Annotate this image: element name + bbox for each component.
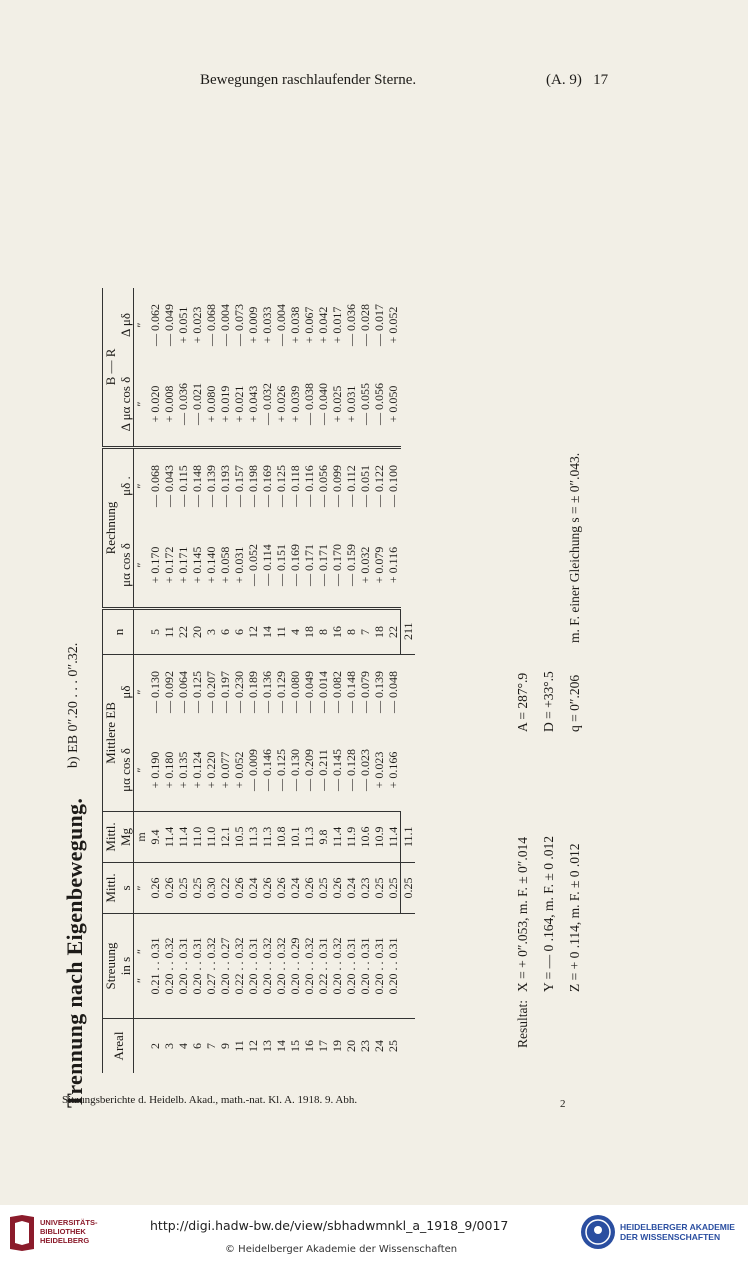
cell-n: 22 bbox=[386, 609, 401, 655]
cell-areal: 20 bbox=[344, 1040, 358, 1052]
cell-mud: — 0.136 bbox=[260, 671, 274, 713]
cell-s: 0.20 . . 0.31 bbox=[358, 914, 372, 1019]
cell-areal: 25 bbox=[386, 1040, 401, 1052]
cell-rmud: — 0.148 bbox=[190, 465, 204, 507]
cell-rmud: — 0.118 bbox=[288, 465, 302, 507]
cell-dmua: + 0.026 bbox=[274, 362, 288, 448]
table-row bbox=[218, 288, 232, 1073]
cell-s: 0.20 . . 0.31 bbox=[344, 914, 358, 1019]
cell-mud: — 0.230 bbox=[232, 671, 246, 713]
cell-dmud: + 0.038 bbox=[288, 306, 302, 344]
table-row bbox=[372, 288, 386, 1073]
cell-rmud: — 0.100 bbox=[386, 465, 401, 507]
cell-rmua: — 0.171 bbox=[316, 523, 330, 609]
cell-mg: 10.1 bbox=[288, 812, 302, 863]
cell-areal: 6 bbox=[190, 1043, 204, 1049]
university-library-name: UNIVERSITÄTS- BIBLIOTHEK HEIDELBERG bbox=[40, 1218, 98, 1245]
cell-ms: 0.25 bbox=[372, 863, 386, 914]
cell-dmud: — 0.036 bbox=[344, 304, 358, 346]
cell-s: 0.20 . . 0.31 bbox=[246, 914, 260, 1019]
cell-ms: 0.25 bbox=[190, 863, 204, 914]
unit-sec: ″ bbox=[134, 978, 148, 983]
cell-ms: 0.26 bbox=[330, 863, 344, 914]
cell-mud: — 0.148 bbox=[344, 671, 358, 713]
unit-sec: ″ bbox=[134, 863, 149, 914]
cell-mua: — 0.146 bbox=[260, 729, 274, 812]
cell-n: 20 bbox=[190, 609, 204, 655]
cell-mg: 10.8 bbox=[274, 812, 288, 863]
table-row bbox=[274, 288, 288, 1073]
cell-dmua: + 0.043 bbox=[246, 362, 260, 448]
cell-rmua: + 0.032 bbox=[358, 523, 372, 609]
table-subtitle: b) EB 0″.20 . . . 0″.32. bbox=[66, 642, 81, 768]
cell-dmud: — 0.028 bbox=[358, 304, 372, 346]
cell-mud: — 0.125 bbox=[190, 671, 204, 713]
rotated-table-block bbox=[62, 108, 632, 1108]
cell-mua: — 0.145 bbox=[330, 729, 344, 812]
cell-dmud: + 0.051 bbox=[176, 306, 190, 344]
cell-dmua: — 0.036 bbox=[176, 362, 190, 448]
sheet-number: 2 bbox=[560, 1098, 566, 1110]
result-d: D = +33°.5 bbox=[541, 671, 556, 732]
summary-mg: 11.1 bbox=[401, 812, 416, 863]
cell-mg: 11.9 bbox=[344, 812, 358, 863]
cell-ms: 0.26 bbox=[274, 863, 288, 914]
cell-mud: — 0.139 bbox=[372, 671, 386, 713]
cell-dmud: — 0.004 bbox=[274, 304, 288, 346]
cell-n: 18 bbox=[372, 609, 386, 655]
unit-sec: ″ bbox=[134, 949, 148, 954]
cell-mg: 11.4 bbox=[162, 812, 176, 863]
running-header-page: (A. 9) 17 bbox=[546, 72, 609, 88]
university-library-logo-icon bbox=[8, 1213, 36, 1253]
result-mean-error: m. F. einer Gleichung s = ± 0″.043. bbox=[567, 452, 582, 643]
cell-s: 0.21 . . 0.31 bbox=[148, 914, 162, 1019]
cell-rmud: — 0.043 bbox=[162, 465, 176, 507]
cell-n: 22 bbox=[176, 609, 190, 655]
result-a: A = 287°.9 bbox=[515, 672, 530, 732]
cell-ms: 0.24 bbox=[246, 863, 260, 914]
cell-ms: 0.23 bbox=[358, 863, 372, 914]
cell-rmua: + 0.171 bbox=[176, 523, 190, 609]
cell-mg: 11.3 bbox=[302, 812, 316, 863]
cell-ms: 0.26 bbox=[148, 863, 162, 914]
cell-areal: 23 bbox=[358, 1040, 372, 1052]
summary-ms: 0.25 bbox=[401, 863, 416, 914]
cell-dmud: — 0.017 bbox=[372, 304, 386, 346]
table-row bbox=[232, 288, 246, 1073]
cell-dmud: + 0.042 bbox=[316, 306, 330, 344]
cell-n: 5 bbox=[148, 609, 162, 655]
cell-mg: 11.4 bbox=[386, 812, 401, 863]
cell-rmua: — 0.169 bbox=[288, 523, 302, 609]
cell-ms: 0.25 bbox=[316, 863, 330, 914]
cell-rmua: + 0.170 bbox=[148, 523, 162, 609]
cell-rmud: — 0.157 bbox=[232, 465, 246, 507]
cell-dmua: + 0.050 bbox=[386, 362, 401, 448]
header-mu-delta: μδ bbox=[118, 685, 133, 699]
cell-dmud: + 0.067 bbox=[302, 306, 316, 344]
academy-seal-icon bbox=[580, 1214, 616, 1250]
cell-s: 0.20 . . 0.31 bbox=[190, 914, 204, 1019]
cell-rmua: — 0.151 bbox=[274, 523, 288, 609]
cell-mg: 12.1 bbox=[218, 812, 232, 863]
table-row bbox=[386, 288, 401, 1073]
cell-areal: 13 bbox=[260, 1040, 274, 1052]
cell-dmud: — 0.073 bbox=[232, 304, 246, 346]
cell-rmud: — 0.198 bbox=[246, 465, 260, 507]
cell-dmud: — 0.049 bbox=[162, 304, 176, 346]
header-streuung: Streuung in s bbox=[103, 914, 134, 1019]
cell-mg: 11.0 bbox=[204, 812, 218, 863]
cell-mua: + 0.023 bbox=[372, 729, 386, 812]
cell-rmua: + 0.140 bbox=[204, 523, 218, 609]
cell-s: 0.20 . . 0.31 bbox=[176, 914, 190, 1019]
cell-dmua: + 0.031 bbox=[344, 362, 358, 448]
table-row bbox=[190, 288, 204, 1073]
cell-n: 6 bbox=[218, 609, 232, 655]
cell-areal: 4 bbox=[176, 1043, 190, 1049]
cell-dmud: + 0.017 bbox=[330, 306, 344, 344]
cell-s: 0.20 . . 0.32 bbox=[260, 914, 274, 1019]
cell-areal: 19 bbox=[330, 1040, 344, 1052]
summary-n: 211 bbox=[401, 609, 416, 655]
permalink-url[interactable]: http://digi.hadw-bw.de/view/sbhadwmnkl_a_1918_9/0017 bbox=[150, 1218, 509, 1233]
cell-n: 7 bbox=[358, 609, 372, 655]
cell-ms: 0.25 bbox=[386, 863, 401, 914]
cell-rmud: — 0.051 bbox=[358, 465, 372, 507]
cell-rmua: — 0.171 bbox=[302, 523, 316, 609]
cell-ms: 0.30 bbox=[204, 863, 218, 914]
cell-s: 0.20 . . 0.32 bbox=[274, 914, 288, 1019]
cell-dmud: — 0.068 bbox=[204, 304, 218, 346]
cell-rmud: — 0.115 bbox=[176, 465, 190, 507]
header-mittlere-eb: Mittlere EB bbox=[103, 655, 119, 812]
cell-dmua: — 0.038 bbox=[302, 362, 316, 448]
summary-row bbox=[401, 288, 416, 1073]
unit-mag: m bbox=[134, 812, 149, 863]
cell-areal: 14 bbox=[274, 1040, 288, 1052]
cell-rmua: — 0.170 bbox=[330, 523, 344, 609]
cell-mud: — 0.092 bbox=[162, 671, 176, 713]
cell-rmud: — 0.112 bbox=[344, 465, 358, 507]
header-r-mu-delta: μδ . bbox=[118, 476, 133, 496]
footer-citation: Sitzungsberichte d. Heidelb. Akad., math.-nat. Kl. A. 1918. 9. Abh. bbox=[62, 1094, 358, 1106]
result-x: X = + 0″.053, m. F. ± 0″.014 bbox=[515, 836, 530, 992]
cell-mud: — 0.129 bbox=[274, 671, 288, 713]
cell-areal: 17 bbox=[316, 1040, 330, 1052]
copyright-notice: © Heidelberger Akademie der Wissenschaften bbox=[225, 1244, 458, 1255]
result-label: Resultat: bbox=[515, 1000, 530, 1048]
cell-mua: — 0.128 bbox=[344, 729, 358, 812]
cell-areal: 15 bbox=[288, 1040, 302, 1052]
cell-dmua: — 0.021 bbox=[190, 362, 204, 448]
cell-rmua: — 0.159 bbox=[344, 523, 358, 609]
cell-n: 16 bbox=[330, 609, 344, 655]
cell-mud: — 0.189 bbox=[246, 671, 260, 713]
cell-dmua: — 0.055 bbox=[358, 362, 372, 448]
running-header-title: Bewegungen raschlaufender Sterne. bbox=[200, 72, 417, 88]
cell-dmud: — 0.062 bbox=[148, 304, 162, 346]
cell-mud: — 0.048 bbox=[386, 671, 401, 713]
cell-rmud: — 0.125 bbox=[274, 465, 288, 507]
cell-s: 0.20 . . 0.29 bbox=[288, 914, 302, 1019]
header-n: n bbox=[103, 609, 134, 655]
cell-mg: 10.6 bbox=[358, 812, 372, 863]
cell-ms: 0.25 bbox=[176, 863, 190, 914]
cell-mua: + 0.135 bbox=[176, 729, 190, 812]
cell-s: 0.22 . . 0.32 bbox=[232, 914, 246, 1019]
cell-s: 0.20 . . 0.27 bbox=[218, 914, 232, 1019]
cell-s: 0.27 . . 0.32 bbox=[204, 914, 218, 1019]
cell-dmua: + 0.008 bbox=[162, 362, 176, 448]
table-row bbox=[148, 288, 162, 1073]
cell-mg: 11.3 bbox=[246, 812, 260, 863]
cell-rmud: — 0.169 bbox=[260, 465, 274, 507]
cell-mua: + 0.077 bbox=[218, 729, 232, 812]
header-rechnung: Rechnung bbox=[103, 448, 119, 609]
cell-s: 0.20 . . 0.32 bbox=[302, 914, 316, 1019]
cell-mg: 9.8 bbox=[316, 812, 330, 863]
cell-n: 3 bbox=[204, 609, 218, 655]
cell-rmua: + 0.058 bbox=[218, 523, 232, 609]
cell-s: 0.22 . . 0.31 bbox=[316, 914, 330, 1019]
cell-mua: + 0.180 bbox=[162, 729, 176, 812]
unit-sec: ″ bbox=[134, 729, 149, 812]
cell-rmua: + 0.031 bbox=[232, 523, 246, 609]
cell-s: 0.20 . . 0.32 bbox=[330, 914, 344, 1019]
cell-dmua: — 0.056 bbox=[372, 362, 386, 448]
cell-mud: — 0.207 bbox=[204, 671, 218, 713]
table-row bbox=[260, 288, 274, 1073]
cell-mud: — 0.049 bbox=[302, 671, 316, 713]
table-row bbox=[246, 288, 260, 1073]
cell-rmua: + 0.079 bbox=[372, 523, 386, 609]
table-row bbox=[162, 288, 176, 1073]
header-areal: Areal bbox=[110, 1031, 126, 1061]
table-row bbox=[302, 288, 316, 1073]
header-mu-alpha: μα cos δ bbox=[118, 729, 134, 812]
cell-ms: 0.26 bbox=[260, 863, 274, 914]
table-row bbox=[176, 288, 190, 1073]
cell-rmud: — 0.122 bbox=[372, 465, 386, 507]
cell-areal: 12 bbox=[246, 1040, 260, 1052]
cell-mud: — 0.130 bbox=[148, 671, 162, 713]
cell-dmud: + 0.033 bbox=[260, 306, 274, 344]
cell-dmud: — 0.004 bbox=[218, 304, 232, 346]
cell-n: 6 bbox=[232, 609, 246, 655]
cell-rmud: — 0.068 bbox=[148, 465, 162, 507]
cell-areal: 11 bbox=[232, 1040, 246, 1052]
cell-mg: 11.3 bbox=[260, 812, 274, 863]
cell-mua: + 0.190 bbox=[148, 729, 162, 812]
cell-dmua: — 0.040 bbox=[316, 362, 330, 448]
header-r-mu-alpha: μα cos δ bbox=[118, 523, 134, 609]
cell-n: 8 bbox=[344, 609, 358, 655]
result-y: Y = — 0 .164, m. F. ± 0 .012 bbox=[541, 836, 556, 992]
cell-areal: 9 bbox=[218, 1043, 232, 1049]
cell-dmua: + 0.020 bbox=[148, 362, 162, 448]
cell-areal: 7 bbox=[204, 1043, 218, 1049]
cell-dmud: + 0.023 bbox=[190, 306, 204, 344]
table-row bbox=[316, 288, 330, 1073]
cell-dmua: + 0.021 bbox=[232, 362, 246, 448]
header-d-mu-delta: Δ μδ bbox=[118, 313, 133, 337]
cell-dmua: + 0.025 bbox=[330, 362, 344, 448]
cell-ms: 0.26 bbox=[162, 863, 176, 914]
cell-ms: 0.26 bbox=[302, 863, 316, 914]
cell-mua: — 0.209 bbox=[302, 729, 316, 812]
cell-rmua: + 0.145 bbox=[190, 523, 204, 609]
cell-mud: — 0.064 bbox=[176, 671, 190, 713]
table-title: Trennung nach Eigenbewegung. bbox=[62, 797, 87, 1108]
cell-s: 0.20 . . 0.32 bbox=[162, 914, 176, 1019]
cell-mua: + 0.166 bbox=[386, 729, 401, 812]
cell-n: 12 bbox=[246, 609, 260, 655]
cell-areal: 16 bbox=[302, 1040, 316, 1052]
cell-rmua: + 0.116 bbox=[386, 523, 401, 609]
cell-mud: — 0.014 bbox=[316, 671, 330, 713]
cell-mua: — 0.211 bbox=[316, 729, 330, 812]
cell-mua: + 0.220 bbox=[204, 729, 218, 812]
units-row bbox=[134, 288, 149, 1073]
cell-mud: — 0.079 bbox=[358, 671, 372, 713]
cell-mud: — 0.082 bbox=[330, 671, 344, 713]
cell-rmua: + 0.172 bbox=[162, 523, 176, 609]
cell-mua: — 0.023 bbox=[358, 729, 372, 812]
cell-mg: 10.9 bbox=[372, 812, 386, 863]
header-d-mu-alpha: Δ μα cos δ bbox=[118, 362, 134, 448]
cell-dmua: + 0.080 bbox=[204, 362, 218, 448]
unit-sec: ″ bbox=[134, 362, 149, 448]
cell-rmud: — 0.116 bbox=[302, 465, 316, 507]
academy-name: HEIDELBERGER AKADEMIE DER WISSENSCHAFTEN bbox=[620, 1222, 735, 1242]
data-table bbox=[102, 288, 415, 1073]
cell-areal: 2 bbox=[148, 1043, 162, 1049]
cell-mg: 10.5 bbox=[232, 812, 246, 863]
cell-n: 14 bbox=[260, 609, 274, 655]
cell-ms: 0.22 bbox=[218, 863, 232, 914]
table-row bbox=[344, 288, 358, 1073]
cell-dmud: + 0.009 bbox=[246, 306, 260, 344]
result-z: Z = + 0 .114, m. F. ± 0 .012 bbox=[567, 843, 582, 992]
cell-mua: — 0.125 bbox=[274, 729, 288, 812]
unit-sec: ″ bbox=[134, 689, 148, 695]
cell-s: 0.20 . . 0.31 bbox=[386, 914, 401, 1019]
cell-dmua: + 0.019 bbox=[218, 362, 232, 448]
cell-mg: 11.4 bbox=[176, 812, 190, 863]
cell-ms: 0.26 bbox=[232, 863, 246, 914]
cell-n: 11 bbox=[162, 609, 176, 655]
table-row bbox=[358, 288, 372, 1073]
cell-s: 0.20 . . 0.31 bbox=[372, 914, 386, 1019]
header-b-r: B — R bbox=[103, 288, 119, 448]
cell-mg: 9.4 bbox=[148, 812, 162, 863]
result-q: q = 0″.206 bbox=[567, 674, 582, 732]
cell-mua: + 0.124 bbox=[190, 729, 204, 812]
cell-rmud: — 0.099 bbox=[330, 465, 344, 507]
cell-rmud: — 0.139 bbox=[204, 465, 218, 507]
table-row bbox=[330, 288, 344, 1073]
cell-mg: 11.4 bbox=[330, 812, 344, 863]
cell-n: 11 bbox=[274, 609, 288, 655]
cell-n: 18 bbox=[302, 609, 316, 655]
cell-rmud: — 0.193 bbox=[218, 465, 232, 507]
cell-areal: 24 bbox=[372, 1040, 386, 1052]
cell-rmua: — 0.114 bbox=[260, 523, 274, 609]
cell-dmua: + 0.039 bbox=[288, 362, 302, 448]
table-row bbox=[204, 288, 218, 1073]
header-mittl-mg: Mittl. Mg bbox=[103, 812, 134, 863]
cell-dmud: + 0.052 bbox=[386, 306, 401, 344]
table-row bbox=[288, 288, 302, 1073]
unit-sec: ″ bbox=[134, 483, 148, 489]
cell-ms: 0.24 bbox=[288, 863, 302, 914]
cell-n: 8 bbox=[316, 609, 330, 655]
cell-areal: 3 bbox=[162, 1043, 176, 1049]
cell-mud: — 0.080 bbox=[288, 671, 302, 713]
cell-mua: + 0.052 bbox=[232, 729, 246, 812]
cell-mua: — 0.130 bbox=[288, 729, 302, 812]
unit-sec: ″ bbox=[134, 523, 149, 609]
result-block bbox=[510, 671, 588, 1048]
cell-n: 4 bbox=[288, 609, 302, 655]
cell-rmua: — 0.052 bbox=[246, 523, 260, 609]
unit-sec: ″ bbox=[134, 322, 148, 328]
cell-rmud: — 0.056 bbox=[316, 465, 330, 507]
cell-mud: — 0.197 bbox=[218, 671, 232, 713]
cell-mua: — 0.009 bbox=[246, 729, 260, 812]
table-body bbox=[134, 288, 416, 1073]
cell-dmua: — 0.032 bbox=[260, 362, 274, 448]
header-mittl-s: Mittl. s bbox=[103, 863, 134, 914]
cell-mg: 11.0 bbox=[190, 812, 204, 863]
cell-ms: 0.24 bbox=[344, 863, 358, 914]
